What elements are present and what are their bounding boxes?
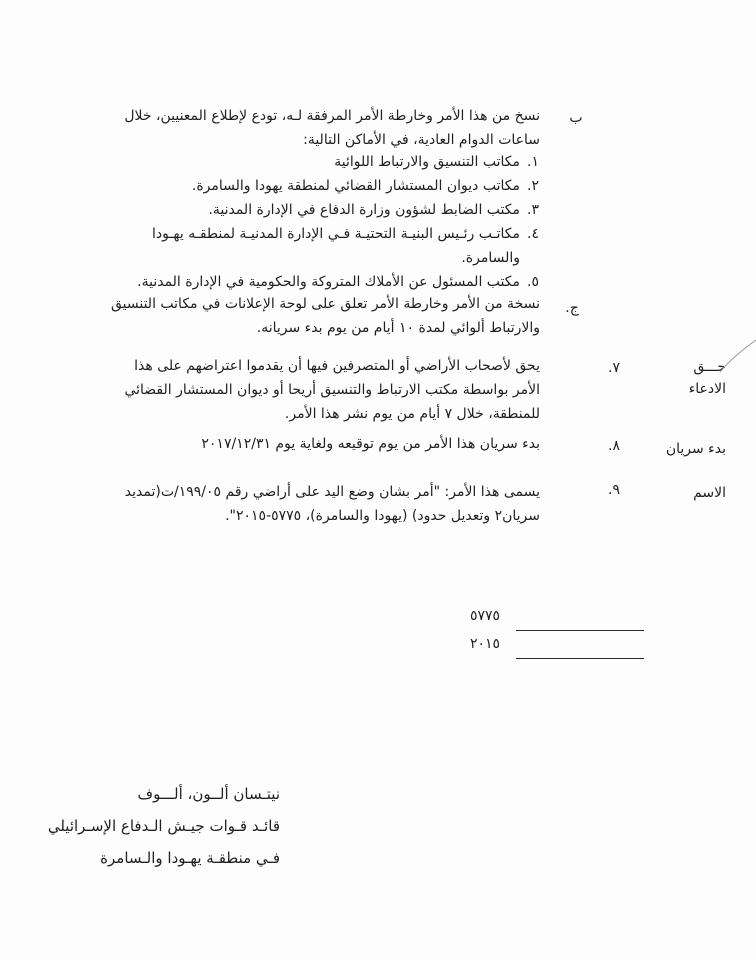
list-item-number: ٢.: [527, 178, 539, 194]
section-7-label-line1: حـــق: [693, 359, 726, 375]
section-7-line3: للمنطقة، خلال ٧ أيام من يوم نشر هذا الأمر.: [284, 406, 540, 422]
clause-c-line1: نسخة من الأمر وخارطة الأمر تعلق على لوحة الإعلانات في مكاتب التنسيق: [110, 296, 540, 312]
signature-line-hebrew-date: [516, 630, 644, 631]
section-7-line1: يحق لأصحاب الأراضي أو المتصرفين فيها أن يقدموا اعتراضهم على هذا: [134, 358, 540, 374]
list-item-number: [524, 246, 542, 270]
list-item-text: مكتب الضابط لشؤون وزارة الدفاع في الإدارة المدنية.: [208, 202, 520, 218]
section-9-line1: يسمى هذا الأمر: "أمر بشان وضع اليد على أراضي رقم ١٩٩/٠٥/ت(تمديد: [124, 484, 540, 500]
list-item-text: والسامرة.: [461, 250, 520, 266]
list-item-text: مكتب المسئول عن الأملاك المتروكة والحكومية في الإدارة المدنية.: [137, 274, 520, 290]
scan-artifact-stroke: [716, 338, 756, 378]
signer-title: قائـد قـوات جيـش الـدفاع الإسـرائيلي: [47, 817, 280, 835]
clause-b-letter: ب: [569, 110, 583, 126]
section-7-label: [646, 356, 726, 400]
section-9-label: الاسم: [693, 485, 726, 501]
list-item: [102, 270, 542, 294]
clause-b-intro-line1: نسخ من هذا الأمر وخارطة الأمر المرفقة لـه، تودع لإطلاع المعنيين، خلال: [124, 108, 540, 124]
section-7-number: ٧.: [608, 360, 620, 376]
signer-region: فـي منطقـة يهـودا والـسامرة: [100, 849, 280, 867]
section-8-text: بدء سريان هذا الأمر من يوم توقيعه ولغاية يوم ٢٠١٧/١٢/٣١: [201, 436, 540, 452]
section-8-number: ٨.: [608, 438, 620, 454]
list-item: [102, 222, 542, 246]
gregorian-year: ٢٠١٥: [470, 636, 501, 652]
list-item: [102, 174, 542, 198]
list-item-number: ٤.: [527, 226, 539, 242]
list-item-text: مكاتـب رئـيس البنيـة التحتيـة فـي الإدارة المدنيـة لمنطقـه يهـودا: [151, 226, 520, 242]
section-9-number: ٩.: [608, 482, 620, 498]
list-item: [102, 150, 542, 174]
signer-name-rank: نيتـسان ألــون، ألـــوف: [137, 785, 280, 803]
section-7-line2: الأمر بواسطة مكتب الارتباط والتنسيق أريحا أو ديوان المستشار القضائي: [124, 382, 540, 398]
list-item-number: ٣.: [527, 202, 539, 218]
clause-b-list: [102, 150, 542, 294]
list-item-text: مكاتب التنسيق والارتباط اللوائية: [334, 154, 520, 170]
section-8-label: بدء سريان: [665, 441, 726, 457]
signature-line-gregorian-date: [516, 658, 644, 659]
list-item: [102, 246, 542, 270]
section-9-line2: سريان٢ وتعديل حدود) (يهودا والسامرة)، ٥٧٧٥-٢٠١٥".: [225, 508, 540, 524]
list-item: [102, 198, 542, 222]
clause-b-intro-line2: ساعات الدوام العادية، في الأماكن التالية:: [303, 132, 540, 148]
clause-c-line2: والارتباط ألوائي لمدة ١٠ أيام من يوم بدء سريانه.: [256, 320, 540, 336]
hebrew-year: ٥٧٧٥: [470, 608, 501, 624]
list-item-number: ١.: [527, 154, 539, 170]
clause-c-letter: ج.: [565, 300, 579, 316]
list-item-number: ٥.: [527, 274, 539, 290]
section-7-label-line2: الادعاء: [688, 381, 726, 397]
list-item-text: مكاتب ديوان المستشار القضائي لمنطقة يهودا والسامرة.: [191, 178, 520, 194]
